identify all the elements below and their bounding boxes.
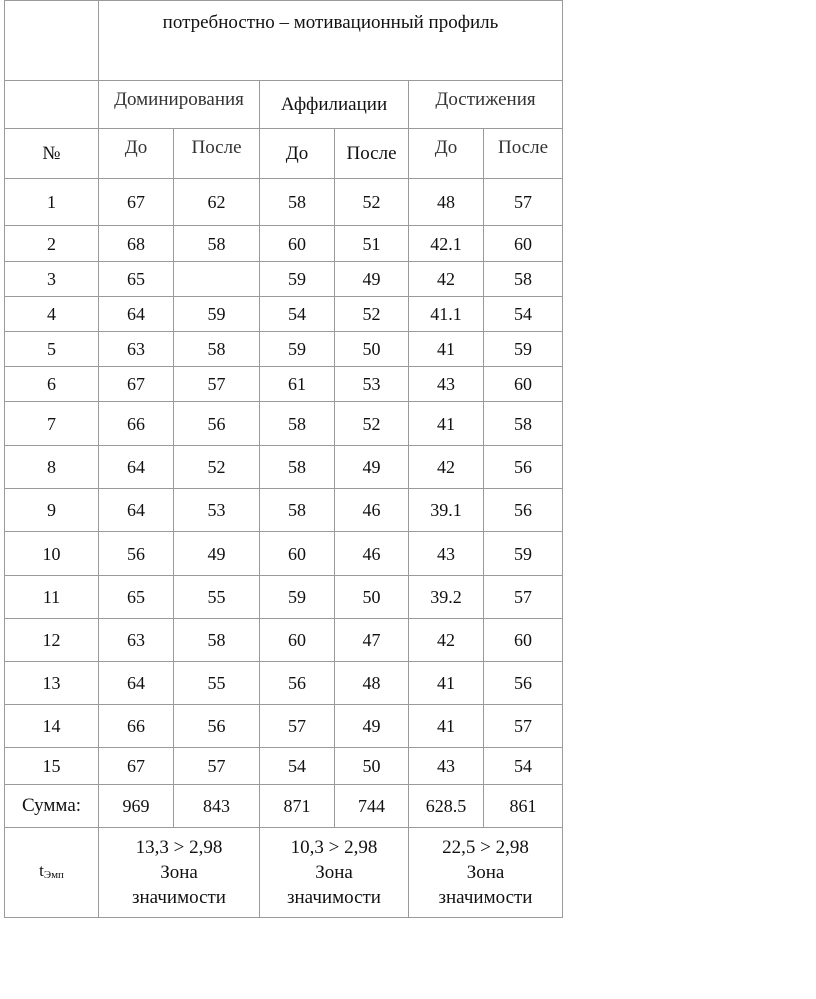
result-zone: Зона <box>160 862 198 883</box>
value-cell: 41 <box>409 662 484 705</box>
value-cell: 39.1 <box>409 489 484 532</box>
sum-label: Сумма: <box>5 785 99 828</box>
sum-cell: 871 <box>260 785 335 828</box>
value-cell: 53 <box>174 489 260 532</box>
value-cell: 63 <box>99 332 174 367</box>
value-cell: 50 <box>335 576 409 619</box>
row-number: 3 <box>5 262 99 297</box>
result-comparison: 13,3 > 2,98 <box>135 837 223 858</box>
value-cell: 60 <box>260 226 335 262</box>
value-cell: 43 <box>409 367 484 402</box>
row-number: 14 <box>5 705 99 748</box>
before-header: До <box>409 129 484 179</box>
value-cell: 61 <box>260 367 335 402</box>
value-cell: 41.1 <box>409 297 484 332</box>
value-cell: 43 <box>409 532 484 576</box>
value-cell: 58 <box>260 489 335 532</box>
table-title: потребностно – мотивационный профиль <box>99 1 563 81</box>
value-cell: 57 <box>484 576 563 619</box>
value-cell: 57 <box>174 748 260 785</box>
empty-cell <box>5 81 99 129</box>
value-cell: 42 <box>409 262 484 297</box>
value-cell: 60 <box>260 619 335 662</box>
row-number: 11 <box>5 576 99 619</box>
value-cell: 59 <box>484 532 563 576</box>
value-cell: 59 <box>174 297 260 332</box>
value-cell: 64 <box>99 489 174 532</box>
value-cell: 56 <box>99 532 174 576</box>
value-cell: 52 <box>335 179 409 226</box>
corner-cell <box>5 1 99 81</box>
value-cell: 59 <box>484 332 563 367</box>
value-cell: 66 <box>99 402 174 446</box>
value-cell: 42 <box>409 619 484 662</box>
row-number: 1 <box>5 179 99 226</box>
value-cell: 64 <box>99 662 174 705</box>
value-cell: 50 <box>335 748 409 785</box>
value-cell: 52 <box>174 446 260 489</box>
value-cell: 56 <box>174 705 260 748</box>
table-row <box>5 402 563 446</box>
after-header: После <box>335 129 409 179</box>
motivation-profile-table <box>4 0 563 918</box>
table-row <box>5 367 563 402</box>
value-cell: 66 <box>99 705 174 748</box>
value-cell: 68 <box>99 226 174 262</box>
value-cell: 58 <box>260 402 335 446</box>
table-row <box>5 297 563 332</box>
value-cell: 60 <box>484 367 563 402</box>
value-cell: 58 <box>174 332 260 367</box>
value-cell: 56 <box>484 446 563 489</box>
value-cell: 49 <box>335 705 409 748</box>
sum-cell: 969 <box>99 785 174 828</box>
value-cell: 58 <box>260 179 335 226</box>
table-row <box>5 532 563 576</box>
value-cell: 57 <box>484 705 563 748</box>
table-row <box>5 489 563 532</box>
result-significance: значимости <box>287 887 381 908</box>
group-header-dominance: Доминирования <box>99 81 260 129</box>
value-cell: 62 <box>174 179 260 226</box>
row-number: 12 <box>5 619 99 662</box>
value-cell: 46 <box>335 489 409 532</box>
value-cell: 67 <box>99 748 174 785</box>
value-cell: 54 <box>260 748 335 785</box>
value-cell: 56 <box>484 662 563 705</box>
value-cell: 65 <box>99 576 174 619</box>
value-cell: 52 <box>335 297 409 332</box>
table-row <box>5 619 563 662</box>
group-header-affiliation: Аффилиации <box>260 81 409 129</box>
result-zone: Зона <box>315 862 353 883</box>
value-cell: 58 <box>260 446 335 489</box>
value-cell: 59 <box>260 332 335 367</box>
value-cell: 58 <box>484 402 563 446</box>
value-cell: 64 <box>99 446 174 489</box>
value-cell: 59 <box>260 576 335 619</box>
value-cell: 41 <box>409 402 484 446</box>
value-cell: 58 <box>484 262 563 297</box>
value-cell: 55 <box>174 662 260 705</box>
value-cell: 39.2 <box>409 576 484 619</box>
value-cell <box>174 262 260 297</box>
value-cell: 49 <box>174 532 260 576</box>
value-cell: 60 <box>484 619 563 662</box>
result-zone: Зона <box>466 862 505 883</box>
row-number: 5 <box>5 332 99 367</box>
value-cell: 57 <box>174 367 260 402</box>
value-cell: 54 <box>484 297 563 332</box>
value-cell: 57 <box>484 179 563 226</box>
number-header: № <box>5 129 99 179</box>
value-cell: 65 <box>99 262 174 297</box>
result-achievement <box>409 828 563 918</box>
table-row <box>5 446 563 489</box>
result-affiliation <box>260 828 409 918</box>
t-subscript: Эмп <box>43 868 64 881</box>
table-row <box>5 226 563 262</box>
table-row <box>5 262 563 297</box>
row-number: 4 <box>5 297 99 332</box>
value-cell: 50 <box>335 332 409 367</box>
table-row <box>5 748 563 785</box>
value-cell: 49 <box>335 262 409 297</box>
value-cell: 42 <box>409 446 484 489</box>
row-number: 10 <box>5 532 99 576</box>
row-number: 15 <box>5 748 99 785</box>
value-cell: 48 <box>335 662 409 705</box>
value-cell: 52 <box>335 402 409 446</box>
value-cell: 56 <box>174 402 260 446</box>
t-symbol: t <box>39 860 44 880</box>
table-row <box>5 332 563 367</box>
value-cell: 59 <box>260 262 335 297</box>
value-cell: 47 <box>335 619 409 662</box>
value-cell: 64 <box>99 297 174 332</box>
value-cell: 58 <box>174 619 260 662</box>
after-header: После <box>174 129 260 179</box>
result-dominance <box>99 828 260 918</box>
value-cell: 60 <box>260 532 335 576</box>
value-cell: 48 <box>409 179 484 226</box>
value-cell: 56 <box>484 489 563 532</box>
value-cell: 60 <box>484 226 563 262</box>
after-header: После <box>484 129 563 179</box>
value-cell: 51 <box>335 226 409 262</box>
sum-cell: 628.5 <box>409 785 484 828</box>
value-cell: 49 <box>335 446 409 489</box>
sum-cell: 744 <box>335 785 409 828</box>
result-significance: значимости <box>132 887 226 908</box>
result-comparison: 22,5 > 2,98 <box>442 837 529 858</box>
sum-cell: 843 <box>174 785 260 828</box>
sum-cell: 861 <box>484 785 563 828</box>
row-number: 9 <box>5 489 99 532</box>
value-cell: 46 <box>335 532 409 576</box>
before-header: До <box>260 129 335 179</box>
value-cell: 54 <box>260 297 335 332</box>
value-cell: 54 <box>484 748 563 785</box>
value-cell: 58 <box>174 226 260 262</box>
value-cell: 43 <box>409 748 484 785</box>
result-significance: значимости <box>438 887 533 908</box>
before-header: До <box>99 129 174 179</box>
value-cell: 55 <box>174 576 260 619</box>
group-header-achievement: Достижения <box>409 81 563 129</box>
row-number: 7 <box>5 402 99 446</box>
value-cell: 63 <box>99 619 174 662</box>
t-emp-label <box>5 828 99 918</box>
value-cell: 56 <box>260 662 335 705</box>
table-row <box>5 576 563 619</box>
result-comparison: 10,3 > 2,98 <box>290 837 378 858</box>
value-cell: 57 <box>260 705 335 748</box>
row-number: 6 <box>5 367 99 402</box>
value-cell: 53 <box>335 367 409 402</box>
table-row <box>5 179 563 226</box>
value-cell: 67 <box>99 179 174 226</box>
row-number: 2 <box>5 226 99 262</box>
row-number: 8 <box>5 446 99 489</box>
value-cell: 41 <box>409 332 484 367</box>
table-row <box>5 662 563 705</box>
value-cell: 41 <box>409 705 484 748</box>
value-cell: 42.1 <box>409 226 484 262</box>
row-number: 13 <box>5 662 99 705</box>
value-cell: 67 <box>99 367 174 402</box>
table-row <box>5 705 563 748</box>
